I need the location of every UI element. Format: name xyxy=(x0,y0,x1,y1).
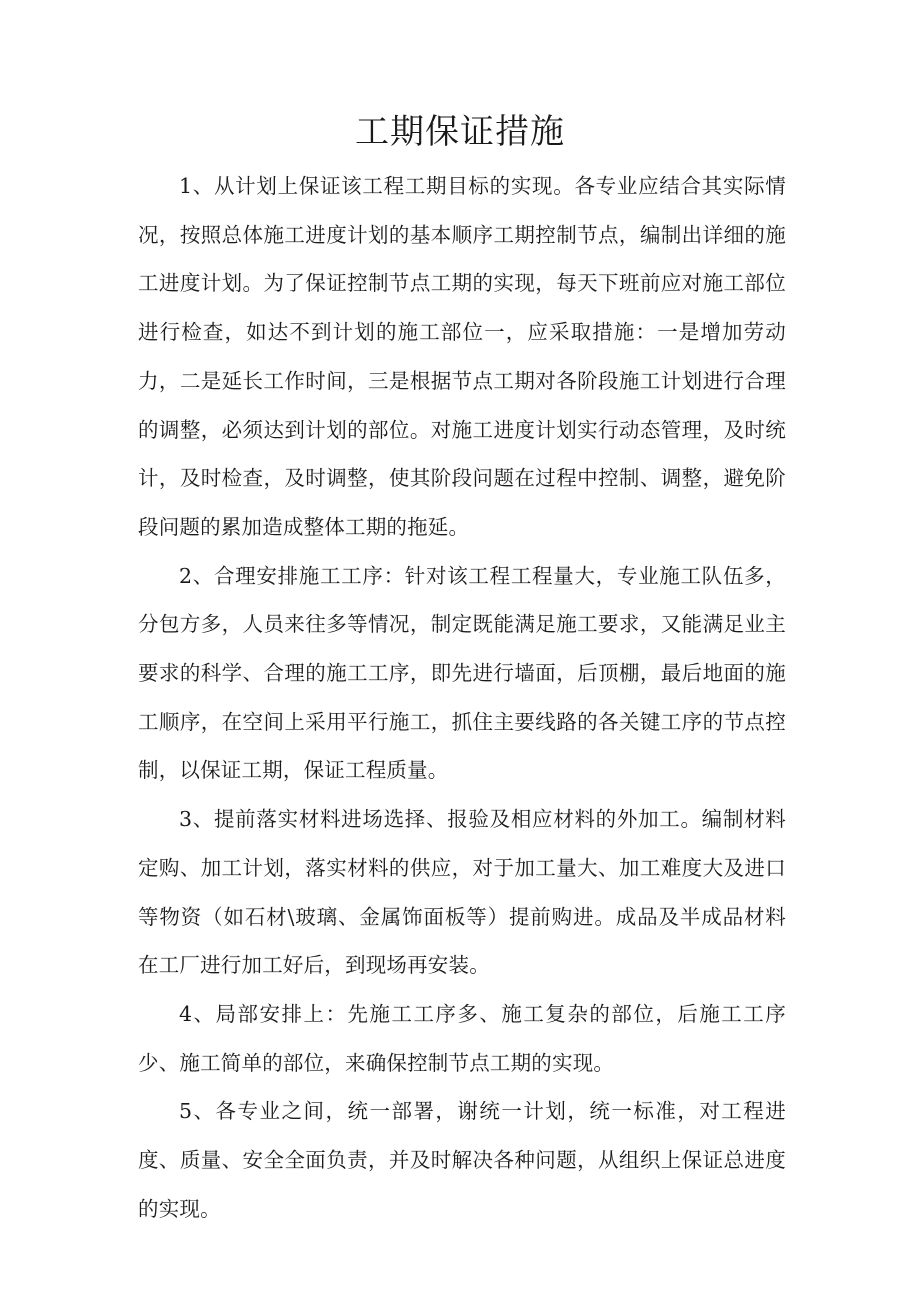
paragraph-5: 5、各专业之间，统一部署，谢统一计划，统一标准，对工程进度、质量、安全全面负责，并及时解决各种问题，从组织上保证总进度的实现。 xyxy=(138,1099,786,1221)
paragraph-4: 4、局部安排上：先施工工序多、施工复杂的部位，后施工工序少、施工简单的部位，来确保控制节点工期的实现。 xyxy=(138,1001,786,1075)
document-body xyxy=(138,162,786,1233)
paragraph-2: 2、合理安排施工工序：针对该工程工程量大，专业施工队伍多，分包方多，人员来往多等情况，制定既能满足施工要求，又能满足业主要求的科学、合理的施工工序，即先进行墙面，后顶棚，最后地面的施工顺序，在空间上采用平行施工，抓住主要线路的各关键工序的节点控制，以保证工期，保证工程质量。 xyxy=(138,563,786,783)
paragraph-1: 1、从计划上保证该工程工期目标的实现。各专业应结合其实际情况，按照总体施工进度计划的基本顺序工期控制节点，编制出详细的施工进度计划。为了保证控制节点工期的实现，每天下班前应对施工部位进行检查，如达不到计划的施工部位一，应采取措施：一是增加劳动力，二是延长工作时间，三是根据节点工期对各阶段施工计划进行合理的调整，必须达到计划的部位。对施工进度计划实行动态管理，及时统计，及时检查，及时调整，使其阶段问题在过程中控制、调整，避免阶段问题的累加造成整体工期的拖延。 xyxy=(138,174,786,539)
page-title: 工期保证措施 xyxy=(355,112,565,152)
paragraph-3: 3、提前落实材料进场选择、报验及相应材料的外加工。编制材料定购、加工计划，落实材料的供应，对于加工量大、加工难度大及进口等物资（如石材\玻璃、金属饰面板等）提前购进。成品及半成品材料在工厂进行加工好后，到现场再安装。 xyxy=(138,807,786,978)
